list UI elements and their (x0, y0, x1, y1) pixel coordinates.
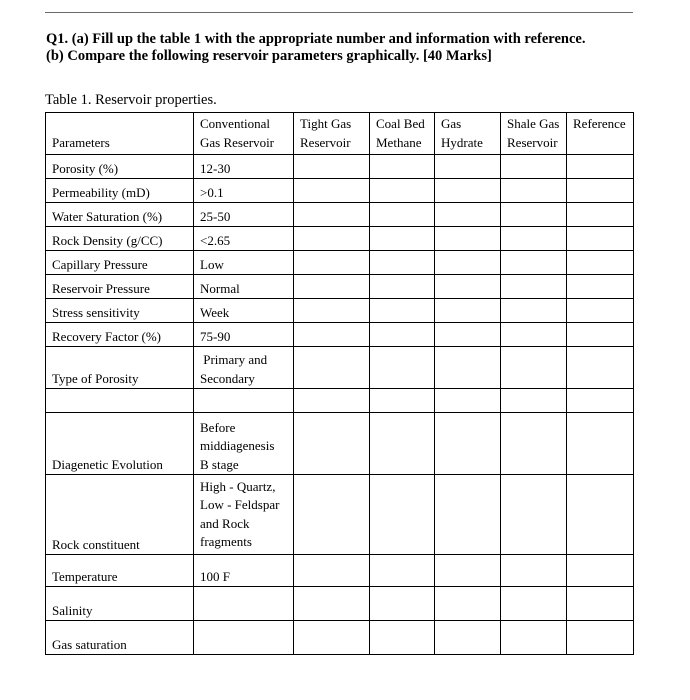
param-cell: Recovery Factor (%) (46, 323, 194, 347)
param-cell: Stress sensitivity (46, 299, 194, 323)
reference-cell (567, 179, 634, 203)
coal-cell (370, 621, 435, 655)
coal-cell (370, 251, 435, 275)
question-line-2: (b) Compare the following reservoir parameters graphically. [40 Marks] (46, 48, 492, 64)
coal-cell (370, 389, 435, 413)
tight-cell (294, 587, 370, 621)
header-parameters: Parameters (46, 113, 194, 155)
coal-cell (370, 323, 435, 347)
tight-cell (294, 323, 370, 347)
hydrate-cell (435, 227, 501, 251)
reference-cell (567, 555, 634, 587)
param-cell: Water Saturation (%) (46, 203, 194, 227)
table-row (46, 251, 634, 275)
tight-cell (294, 227, 370, 251)
hydrate-cell (435, 323, 501, 347)
coal-cell (370, 587, 435, 621)
hydrate-cell (435, 475, 501, 555)
reference-cell (567, 323, 634, 347)
hydrate-cell (435, 347, 501, 389)
shale-cell (501, 621, 567, 655)
param-cell: Porosity (%) (46, 155, 194, 179)
table-row (46, 347, 634, 389)
conventional-cell: Week (194, 299, 294, 323)
coal-cell (370, 275, 435, 299)
param-cell: Temperature (46, 555, 194, 587)
header-reference: Reference (567, 113, 634, 155)
table-row (46, 413, 634, 475)
hydrate-cell (435, 251, 501, 275)
table-row (46, 299, 634, 323)
coal-cell (370, 413, 435, 475)
hydrate-cell (435, 621, 501, 655)
table-row (46, 621, 634, 655)
table-row (46, 179, 634, 203)
header-tight-gas: Tight Gas Reservoir (294, 113, 370, 155)
shale-cell (501, 347, 567, 389)
tight-cell (294, 155, 370, 179)
question-line-1: Q1. (a) Fill up the table 1 with the appropriate number and information with reference. (46, 31, 586, 47)
shale-cell (501, 179, 567, 203)
table-row (46, 275, 634, 299)
coal-cell (370, 299, 435, 323)
shale-cell (501, 251, 567, 275)
coal-cell (370, 179, 435, 203)
reference-cell (567, 203, 634, 227)
header-shale-gas: Shale Gas Reservoir (501, 113, 567, 155)
hydrate-cell (435, 179, 501, 203)
param-cell: Reservoir Pressure (46, 275, 194, 299)
question-text (46, 31, 666, 65)
conventional-cell: High - Quartz, Low - Feldspar and Rock fragments (194, 475, 294, 555)
table-caption: Table 1. Reservoir properties. (45, 92, 217, 108)
coal-cell (370, 203, 435, 227)
table-row (46, 323, 634, 347)
reference-cell (567, 621, 634, 655)
hydrate-cell (435, 389, 501, 413)
table-row (46, 389, 634, 413)
shale-cell (501, 413, 567, 475)
conventional-cell: Normal (194, 275, 294, 299)
shale-cell (501, 203, 567, 227)
top-divider (45, 12, 633, 13)
tight-cell (294, 299, 370, 323)
reference-cell (567, 155, 634, 179)
reference-cell (567, 389, 634, 413)
shale-cell (501, 155, 567, 179)
coal-cell (370, 555, 435, 587)
param-cell: Rock Density (g/CC) (46, 227, 194, 251)
reference-cell (567, 413, 634, 475)
tight-cell (294, 621, 370, 655)
tight-cell (294, 347, 370, 389)
shale-cell (501, 587, 567, 621)
tight-cell (294, 203, 370, 227)
table-row (46, 155, 634, 179)
reference-cell (567, 251, 634, 275)
hydrate-cell (435, 413, 501, 475)
coal-cell (370, 347, 435, 389)
shale-cell (501, 275, 567, 299)
coal-cell (370, 227, 435, 251)
conventional-cell: <2.65 (194, 227, 294, 251)
reference-cell (567, 587, 634, 621)
shale-cell (501, 555, 567, 587)
table-row (46, 203, 634, 227)
header-row (46, 113, 634, 155)
hydrate-cell (435, 555, 501, 587)
reference-cell (567, 475, 634, 555)
table-row (46, 555, 634, 587)
conventional-cell: Before middiagenesis B stage (194, 413, 294, 475)
hydrate-cell (435, 155, 501, 179)
param-cell: Gas saturation (46, 621, 194, 655)
param-cell: Salinity (46, 587, 194, 621)
hydrate-cell (435, 587, 501, 621)
tight-cell (294, 179, 370, 203)
reference-cell (567, 275, 634, 299)
conventional-cell: Primary and Secondary (194, 347, 294, 389)
hydrate-cell (435, 299, 501, 323)
header-coal-bed: Coal Bed Methane (370, 113, 435, 155)
param-cell: Permeability (mD) (46, 179, 194, 203)
coal-cell (370, 155, 435, 179)
tight-cell (294, 555, 370, 587)
conventional-cell: 75-90 (194, 323, 294, 347)
header-conventional: Conventional Gas Reservoir (194, 113, 294, 155)
shale-cell (501, 323, 567, 347)
conventional-cell: >0.1 (194, 179, 294, 203)
shale-cell (501, 475, 567, 555)
param-cell: Type of Porosity (46, 347, 194, 389)
coal-cell (370, 475, 435, 555)
param-cell (46, 389, 194, 413)
tight-cell (294, 389, 370, 413)
shale-cell (501, 389, 567, 413)
tight-cell (294, 413, 370, 475)
shale-cell (501, 227, 567, 251)
conventional-cell (194, 587, 294, 621)
reference-cell (567, 299, 634, 323)
reservoir-properties-table (45, 112, 634, 655)
conventional-cell (194, 389, 294, 413)
table-row (46, 227, 634, 251)
hydrate-cell (435, 275, 501, 299)
conventional-cell: Low (194, 251, 294, 275)
conventional-cell: 12-30 (194, 155, 294, 179)
param-cell: Rock constituent (46, 475, 194, 555)
reference-cell (567, 347, 634, 389)
conventional-cell: 100 F (194, 555, 294, 587)
tight-cell (294, 251, 370, 275)
table-row (46, 475, 634, 555)
param-cell: Diagenetic Evolution (46, 413, 194, 475)
table-row (46, 587, 634, 621)
header-gas-hydrate: Gas Hydrate (435, 113, 501, 155)
shale-cell (501, 299, 567, 323)
conventional-cell (194, 621, 294, 655)
hydrate-cell (435, 203, 501, 227)
tight-cell (294, 275, 370, 299)
param-cell: Capillary Pressure (46, 251, 194, 275)
tight-cell (294, 475, 370, 555)
conventional-cell: 25-50 (194, 203, 294, 227)
reference-cell (567, 227, 634, 251)
